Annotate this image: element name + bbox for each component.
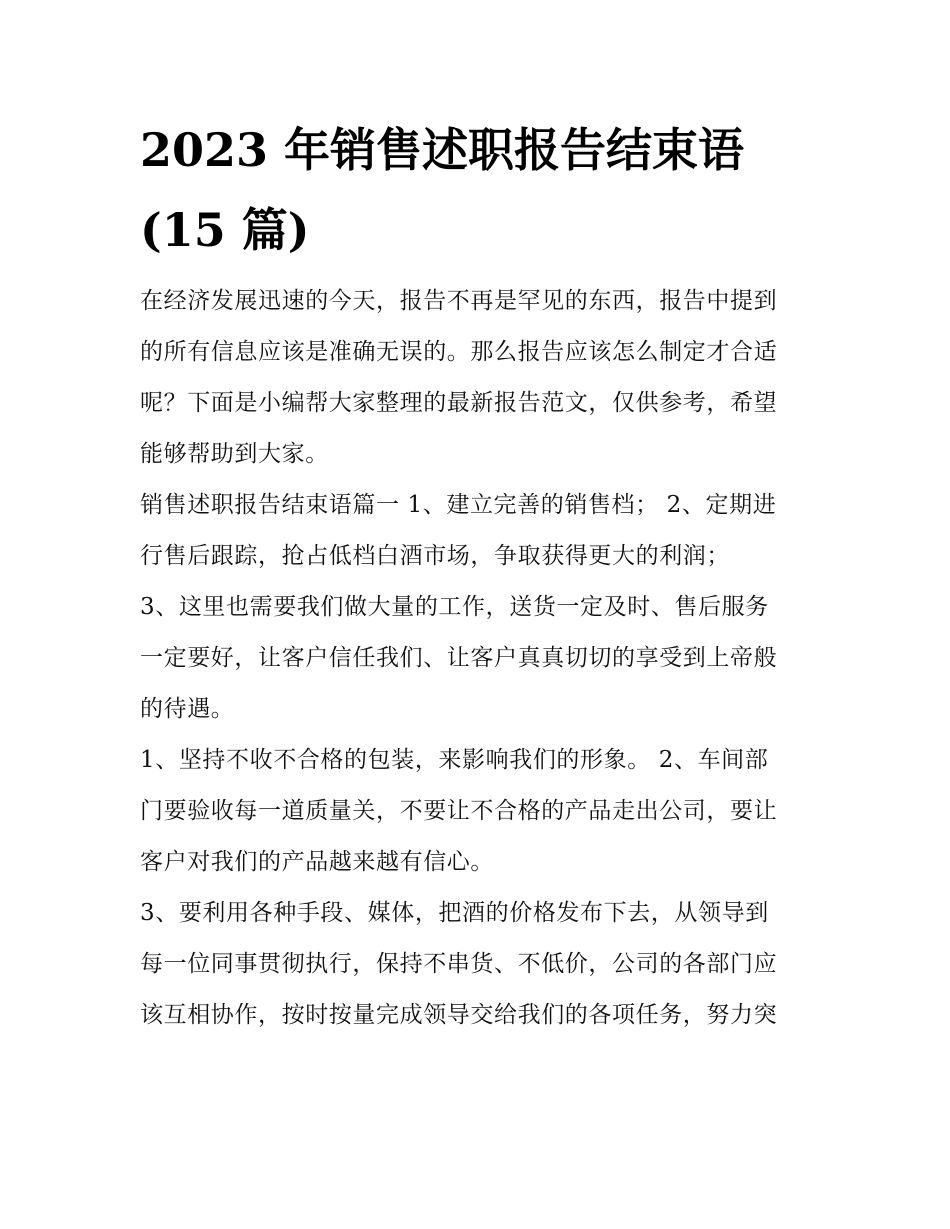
body-line: 行售后跟踪，抢占低档白酒市场，争取获得更大的利润；: [140, 543, 730, 569]
body-line: 门要验收每一道质量关，不要让不合格的产品走出公司，要让: [140, 798, 778, 824]
title-line: (15 篇): [140, 203, 310, 257]
body-line: 在经济发展迅速的今天，报告不再是罕见的东西，报告中提到: [140, 288, 778, 314]
body-line: 1、坚持不收不合格的包装，来影响我们的形象。 2、车间部: [140, 747, 769, 773]
document-title: [140, 110, 820, 270]
body-line: 一定要好，让客户信任我们、让客户真真切切的享受到上帝般: [140, 645, 778, 671]
body-line: 3、这里也需要我们做大量的工作，送货一定及时、售后服务: [140, 594, 769, 620]
body-line: 的待遇。: [140, 696, 235, 722]
body-line: 能够帮助到大家。: [140, 441, 329, 467]
body-line: 每一位同事贯彻执行，保持不串货、不低价，公司的各部门应: [140, 951, 778, 977]
body-line: 3、要利用各种手段、媒体，把酒的价格发布下去，从领导到: [140, 900, 769, 926]
body-line: 该互相协作，按时按量完成领导交给我们的各项任务，努力突: [140, 1002, 778, 1028]
title-line: 2023 年销售述职报告结束语: [140, 123, 745, 177]
body-line: 销售述职报告结束语篇一 1、建立完善的销售档； 2、定期进: [140, 492, 777, 518]
document-body: [140, 276, 820, 1041]
body-line: 的所有信息应该是准确无误的。那么报告应该怎么制定才合适: [140, 339, 778, 365]
body-line: 客户对我们的产品越来越有信心。: [140, 849, 494, 875]
body-line: 呢？下面是小编帮大家整理的最新报告范文，仅供参考，希望: [140, 390, 778, 416]
